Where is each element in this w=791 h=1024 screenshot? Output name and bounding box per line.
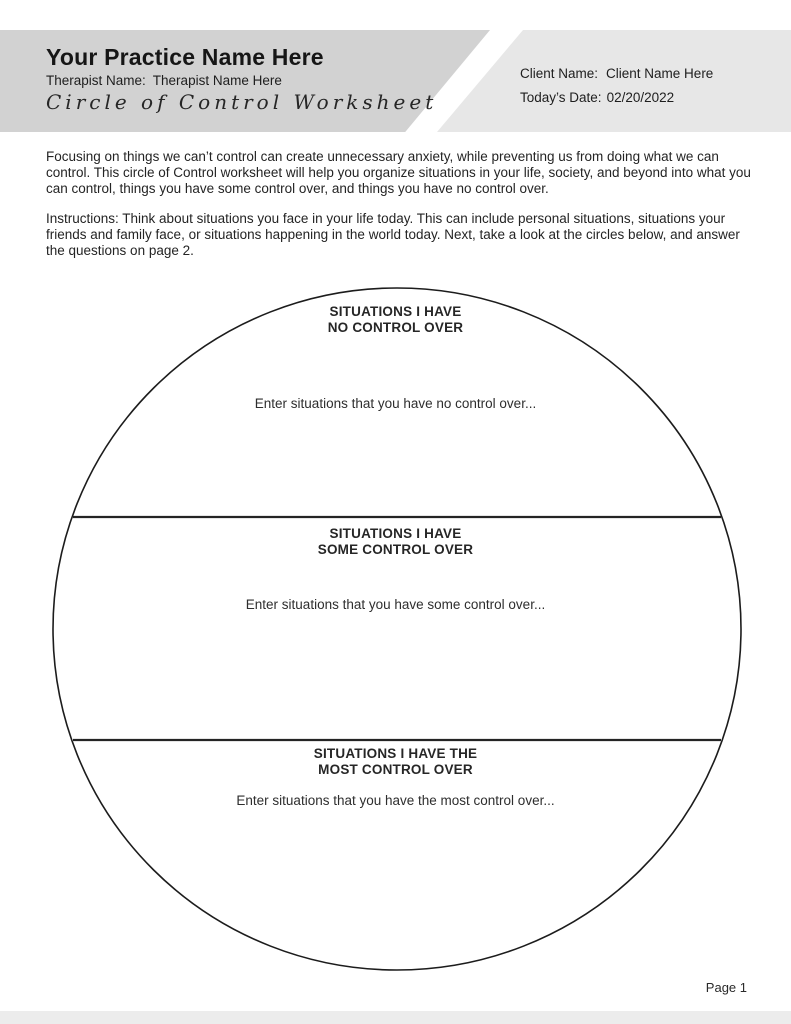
client-name-label: Client Name: (520, 66, 599, 81)
circle-outline (53, 288, 741, 970)
section-no-control-input[interactable]: Enter situations that you have no control over... (254, 396, 537, 411)
client-name-value: Client Name Here (606, 66, 714, 81)
section-title-line: SOME CONTROL OVER (317, 541, 474, 557)
intro-paragraph-1: Focusing on things we can’t control can create unnecessary anxiety, while preventing us from doing what we can control. This circle of Control worksheet will help you organize situations in your life, society, and beyond into what you can control, things you have some control over, and things you have no control over. (46, 149, 751, 196)
section-title-line: NO CONTROL OVER (327, 319, 464, 335)
intro-paragraph-2: Instructions: Think about situations you face in your life today. This can include personal situations, situations your friends and family face, or situations happening in the world today. Next, take a look at the circles below, and answer the questions on page 2. (46, 211, 740, 258)
footer-band (0, 1011, 791, 1024)
section-most-control-input[interactable]: Enter situations that you have the most control over... (236, 793, 555, 808)
practice-name: Your Practice Name Here (46, 44, 324, 70)
section-title-line: SITUATIONS I HAVE (329, 526, 462, 541)
worksheet-title: Circle of Control Worksheet (46, 90, 438, 114)
section-most-control-title (0, 746, 791, 777)
date-value: 02/20/2022 (606, 90, 675, 105)
section-title-line: SITUATIONS I HAVE THE (313, 746, 478, 761)
therapist-name-label: Therapist Name: (46, 73, 146, 88)
section-title-line: SITUATIONS I HAVE (329, 304, 462, 319)
section-title-line: MOST CONTROL OVER (318, 761, 473, 777)
therapist-name-value: Therapist Name Here (152, 73, 282, 88)
section-no-control-title (0, 304, 791, 335)
section-some-control-title (0, 526, 791, 557)
section-some-control-input[interactable]: Enter situations that you have some control over... (245, 597, 546, 612)
date-label: Today’s Date: (520, 90, 602, 105)
page-number: Page 1 (705, 980, 747, 995)
